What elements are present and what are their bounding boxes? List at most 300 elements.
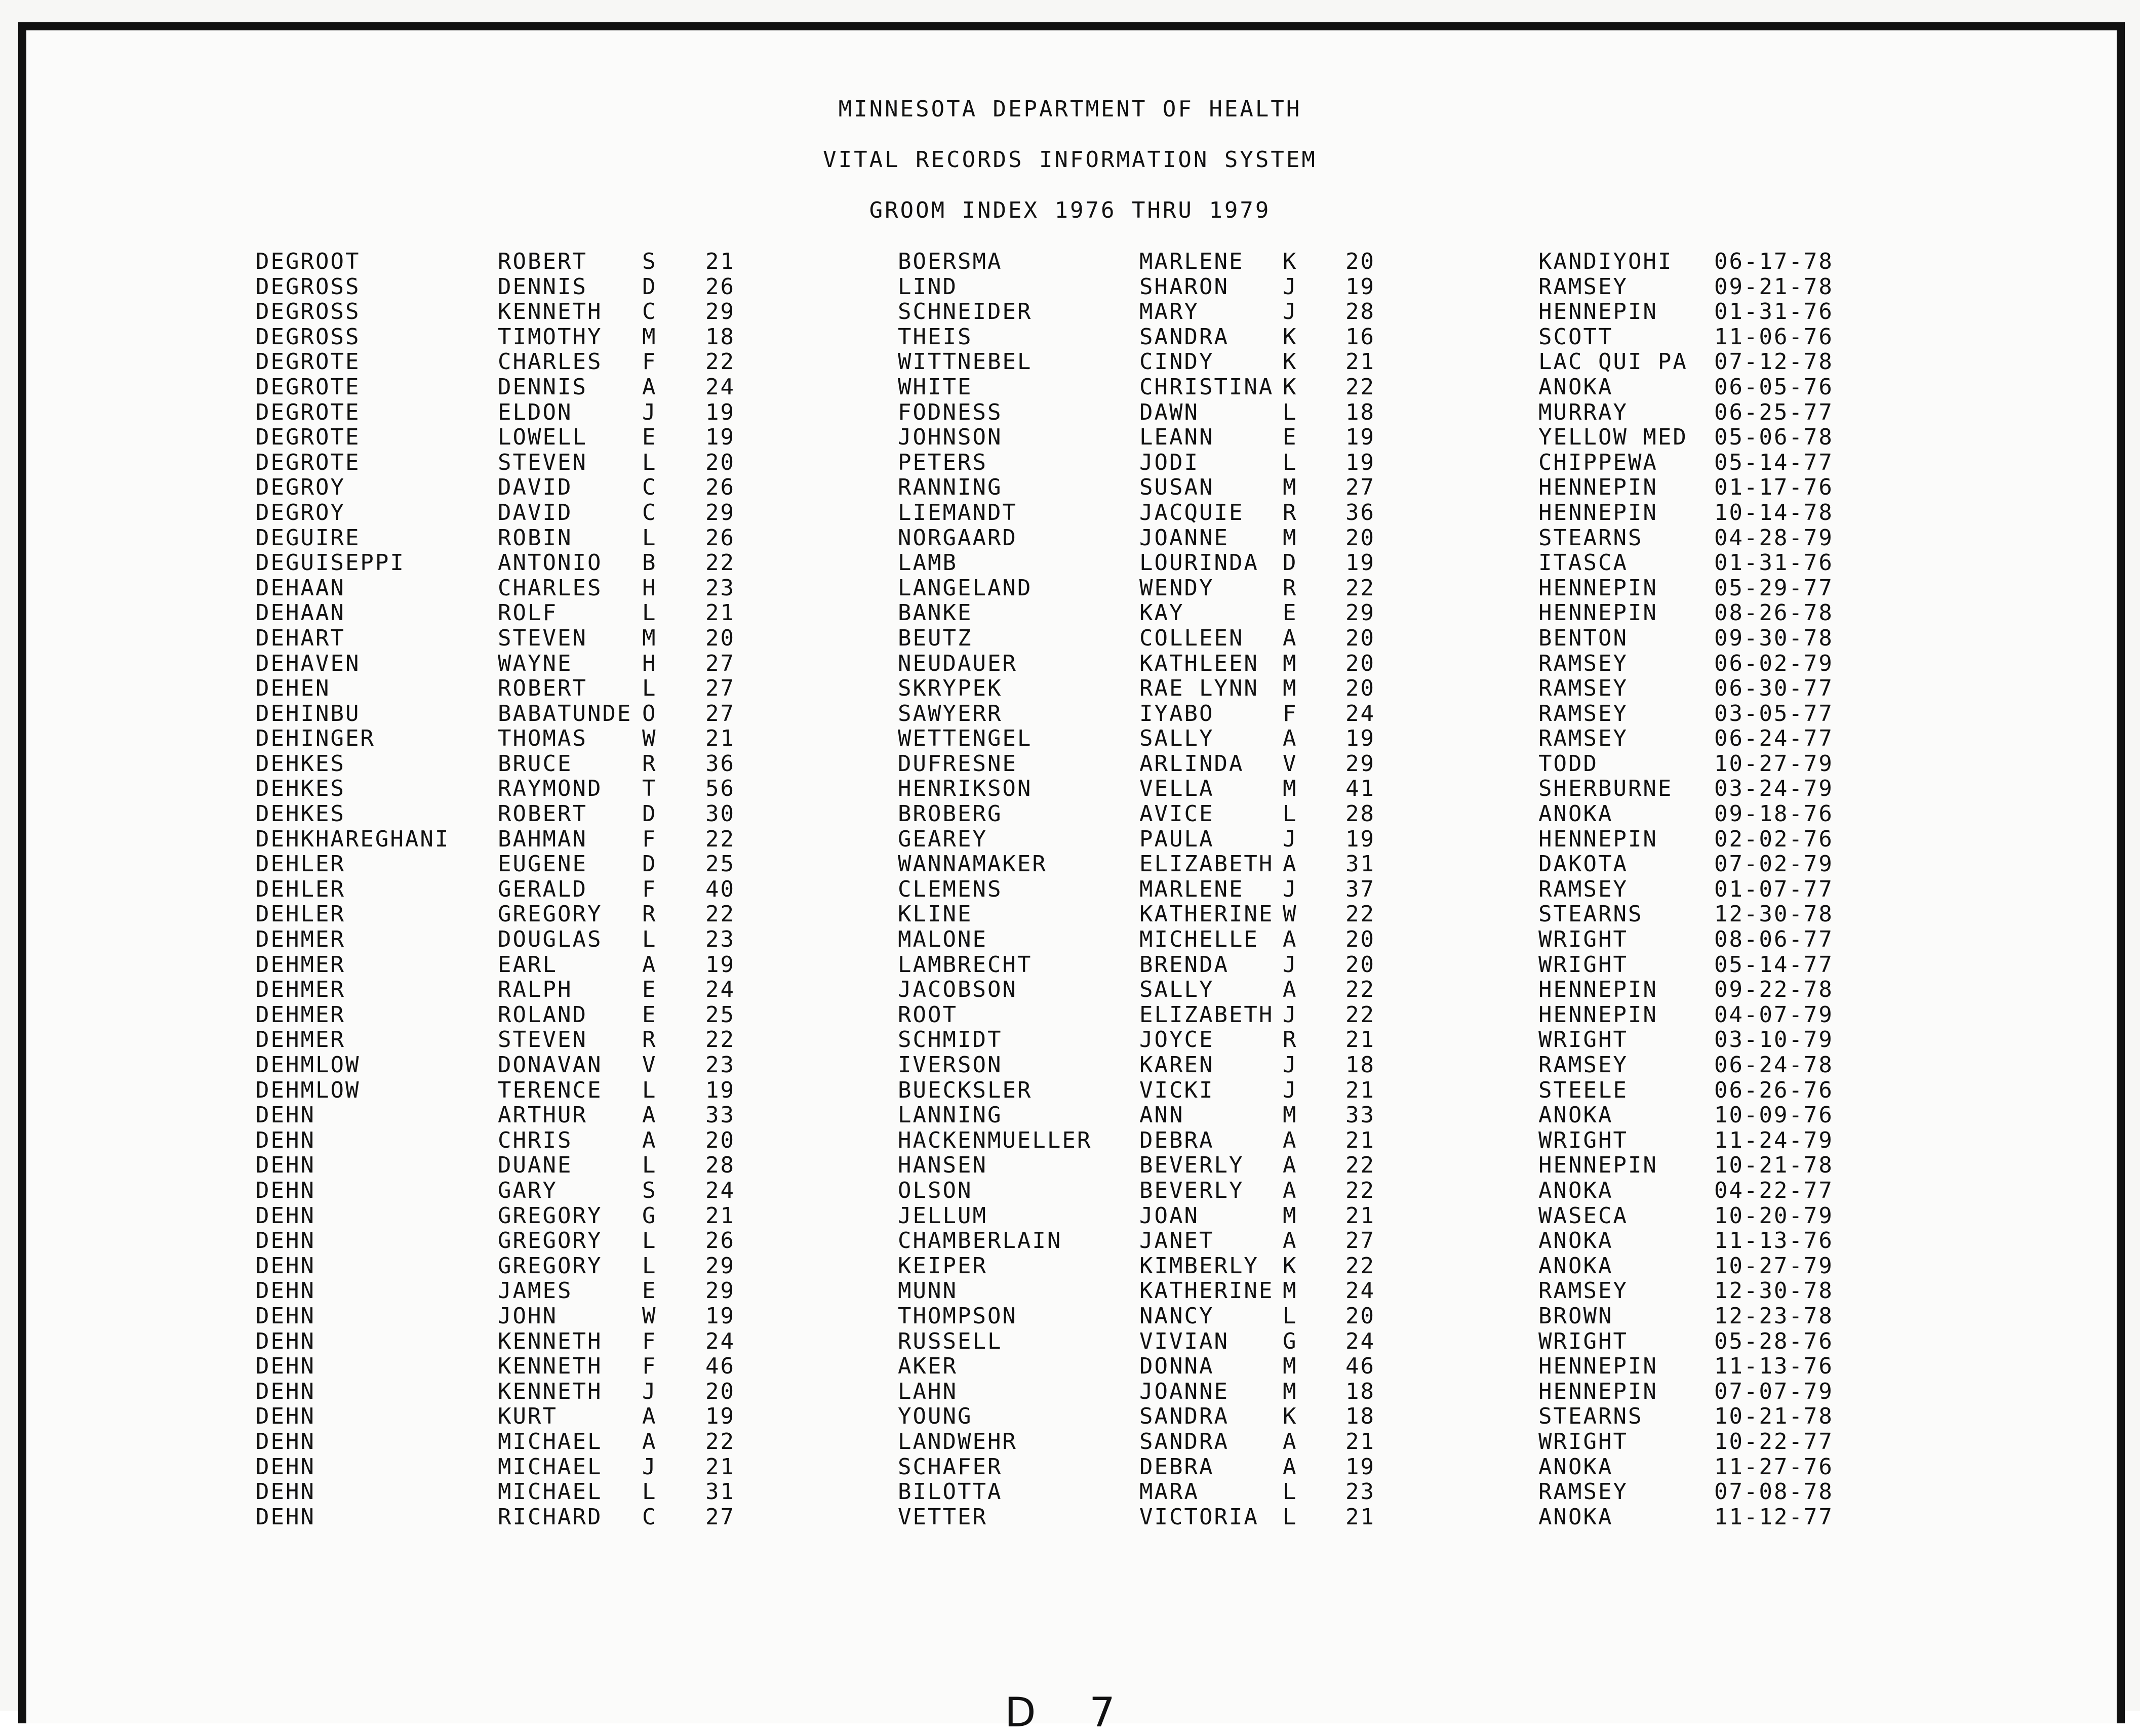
groom-given-name: BABATUNDE: [498, 700, 632, 726]
bride-given-name: PAULA: [1139, 826, 1214, 852]
groom-given-name: KENNETH: [498, 1328, 603, 1354]
bride-middle-initial: D: [1283, 550, 1298, 576]
bride-middle-initial: M: [1283, 474, 1298, 501]
bride-middle-initial: A: [1283, 1152, 1298, 1179]
county: ANOKA: [1538, 1454, 1613, 1480]
table-row: [0, 299, 2140, 325]
groom-middle-initial: R: [642, 1027, 657, 1053]
bride-surname: IVERSON: [898, 1052, 1003, 1078]
groom-surname: DEHLER: [256, 851, 345, 877]
county: RAMSEY: [1538, 1052, 1628, 1078]
bride-middle-initial: G: [1283, 1328, 1298, 1354]
groom-age: 29: [705, 1253, 735, 1279]
groom-surname: DEHN: [256, 1378, 315, 1404]
bride-middle-initial: K: [1283, 349, 1298, 375]
county: WRIGHT: [1538, 951, 1628, 978]
groom-middle-initial: L: [642, 1253, 657, 1279]
marriage-date: 02-02-76: [1714, 826, 1834, 852]
table-row: [0, 676, 2140, 701]
county: BENTON: [1538, 625, 1628, 651]
bride-age: 20: [1345, 524, 1375, 551]
marriage-date: 01-31-76: [1714, 299, 1834, 325]
bride-age: 18: [1345, 1378, 1375, 1404]
table-row: [0, 927, 2140, 952]
bride-age: 46: [1345, 1353, 1375, 1380]
groom-middle-initial: L: [642, 926, 657, 953]
bride-age: 28: [1345, 801, 1375, 827]
groom-surname: DEHAVEN: [256, 650, 361, 676]
bride-middle-initial: E: [1283, 424, 1298, 451]
county: MURRAY: [1538, 399, 1628, 425]
bride-middle-initial: L: [1283, 449, 1298, 475]
marriage-date: 11-12-77: [1714, 1504, 1834, 1530]
groom-given-name: CHARLES: [498, 575, 603, 601]
groom-surname: DEHKES: [256, 750, 345, 777]
marriage-date: 11-24-79: [1714, 1127, 1834, 1153]
groom-age: 27: [705, 675, 735, 702]
groom-surname: DEGROTE: [256, 349, 361, 375]
table-row: [0, 977, 2140, 1002]
marriage-date: 07-02-79: [1714, 851, 1834, 877]
bride-age: 18: [1345, 1052, 1375, 1078]
groom-surname: DEHMER: [256, 951, 345, 978]
marriage-date: 05-14-77: [1714, 449, 1834, 475]
bride-given-name: CHRISTINA: [1139, 374, 1274, 400]
bride-surname: WETTENGEL: [898, 725, 1033, 752]
bride-given-name: VICKI: [1139, 1077, 1214, 1103]
bride-given-name: LEANN: [1139, 424, 1214, 451]
groom-age: 29: [705, 499, 735, 526]
marriage-date: 04-28-79: [1714, 524, 1834, 551]
county: HENNEPIN: [1538, 474, 1658, 501]
bride-surname: GEAREY: [898, 826, 987, 852]
groom-surname: DEHMER: [256, 977, 345, 1003]
bride-age: 24: [1345, 700, 1375, 726]
table-row: [0, 626, 2140, 651]
groom-given-name: ROLF: [498, 600, 558, 626]
groom-middle-initial: A: [642, 1127, 657, 1153]
table-row: [0, 249, 2140, 274]
table-row: [0, 1203, 2140, 1229]
groom-age: 22: [705, 901, 735, 927]
groom-age: 22: [705, 349, 735, 375]
groom-given-name: GREGORY: [498, 1253, 603, 1279]
bride-surname: WANNAMAKER: [898, 851, 1047, 877]
bride-middle-initial: A: [1283, 1177, 1298, 1203]
bride-age: 19: [1345, 449, 1375, 475]
bride-age: 19: [1345, 826, 1375, 852]
marriage-date: 10-20-79: [1714, 1202, 1834, 1229]
marriage-date: 06-17-78: [1714, 249, 1834, 274]
marriage-date: 10-09-76: [1714, 1102, 1834, 1128]
groom-surname: DEHN: [256, 1152, 315, 1179]
county: WASECA: [1538, 1202, 1628, 1229]
groom-middle-initial: T: [642, 776, 657, 802]
groom-middle-initial: D: [642, 273, 657, 300]
bride-given-name: JOANNE: [1139, 524, 1229, 551]
table-row: [0, 827, 2140, 852]
bride-surname: WITTNEBEL: [898, 349, 1033, 375]
table-row: [0, 852, 2140, 877]
bride-age: 33: [1345, 1102, 1375, 1128]
bride-surname: THEIS: [898, 324, 973, 350]
table-row: [0, 801, 2140, 827]
groom-middle-initial: D: [642, 801, 657, 827]
bride-given-name: SANDRA: [1139, 1403, 1229, 1430]
groom-middle-initial: F: [642, 349, 657, 375]
table-row: [0, 776, 2140, 801]
bride-age: 27: [1345, 1228, 1375, 1254]
groom-age: 21: [705, 1454, 735, 1480]
groom-middle-initial: D: [642, 851, 657, 877]
bride-middle-initial: A: [1283, 625, 1298, 651]
bride-surname: KLINE: [898, 901, 973, 927]
bride-age: 19: [1345, 725, 1375, 752]
county: RAMSEY: [1538, 876, 1628, 902]
bride-age: 22: [1345, 901, 1375, 927]
bride-middle-initial: L: [1283, 1303, 1298, 1329]
bride-given-name: VICTORIA: [1139, 1504, 1259, 1530]
table-row: [0, 349, 2140, 375]
groom-surname: DEGROTE: [256, 374, 361, 400]
bride-surname: BROBERG: [898, 801, 1003, 827]
groom-given-name: EARL: [498, 951, 558, 978]
bride-age: 19: [1345, 550, 1375, 576]
bride-given-name: BRENDA: [1139, 951, 1229, 978]
county: DAKOTA: [1538, 851, 1628, 877]
marriage-date: 06-30-77: [1714, 675, 1834, 702]
table-row: [0, 1304, 2140, 1329]
groom-age: 22: [705, 550, 735, 576]
groom-surname: DEHN: [256, 1202, 315, 1229]
marriage-date: 10-22-77: [1714, 1428, 1834, 1455]
bride-middle-initial: J: [1283, 1001, 1298, 1028]
marriage-date: 05-14-77: [1714, 951, 1834, 978]
table-row: [0, 877, 2140, 902]
groom-age: 19: [705, 1403, 735, 1430]
bride-age: 18: [1345, 1403, 1375, 1430]
bride-middle-initial: L: [1283, 1479, 1298, 1505]
groom-surname: DEHKHAREGHANI: [256, 826, 450, 852]
bride-middle-initial: L: [1283, 801, 1298, 827]
groom-age: 23: [705, 575, 735, 601]
bride-surname: BEUTZ: [898, 625, 973, 651]
groom-middle-initial: J: [642, 1454, 657, 1480]
marriage-date: 09-22-78: [1714, 977, 1834, 1003]
groom-given-name: THOMAS: [498, 725, 587, 752]
table-row: [0, 1103, 2140, 1128]
groom-given-name: RICHARD: [498, 1504, 603, 1530]
bride-surname: LAMB: [898, 550, 958, 576]
bride-surname: JELLUM: [898, 1202, 987, 1229]
bride-middle-initial: E: [1283, 600, 1298, 626]
table-row: [0, 375, 2140, 400]
groom-age: 30: [705, 801, 735, 827]
county: ANOKA: [1538, 1253, 1613, 1279]
groom-age: 31: [705, 1479, 735, 1505]
bride-given-name: SALLY: [1139, 725, 1214, 752]
table-row: [0, 1002, 2140, 1028]
groom-middle-initial: C: [642, 474, 657, 501]
groom-middle-initial: R: [642, 750, 657, 777]
bride-surname: PETERS: [898, 449, 987, 475]
groom-age: 23: [705, 1052, 735, 1078]
bride-age: 22: [1345, 1152, 1375, 1179]
bride-given-name: MICHELLE: [1139, 926, 1259, 953]
marriage-date: 03-10-79: [1714, 1027, 1834, 1053]
groom-age: 25: [705, 1001, 735, 1028]
bride-surname: WHITE: [898, 374, 973, 400]
bride-middle-initial: A: [1283, 926, 1298, 953]
marriage-date: 05-06-78: [1714, 424, 1834, 451]
groom-middle-initial: L: [642, 1228, 657, 1254]
county: WRIGHT: [1538, 1428, 1628, 1455]
groom-middle-initial: A: [642, 951, 657, 978]
groom-middle-initial: A: [642, 1403, 657, 1430]
table-row: [0, 1455, 2140, 1480]
bride-middle-initial: A: [1283, 1428, 1298, 1455]
groom-given-name: WAYNE: [498, 650, 573, 676]
groom-given-name: MICHAEL: [498, 1454, 603, 1480]
groom-age: 33: [705, 1102, 735, 1128]
bride-middle-initial: A: [1283, 977, 1298, 1003]
county: HENNEPIN: [1538, 499, 1658, 526]
bride-age: 31: [1345, 851, 1375, 877]
groom-middle-initial: L: [642, 600, 657, 626]
bride-given-name: KIMBERLY: [1139, 1253, 1259, 1279]
bride-surname: THOMPSON: [898, 1303, 1017, 1329]
table-row: [0, 1228, 2140, 1254]
county: WRIGHT: [1538, 1027, 1628, 1053]
bride-age: 21: [1345, 1027, 1375, 1053]
marriage-date: 10-27-79: [1714, 1253, 1834, 1279]
groom-given-name: ROLAND: [498, 1001, 587, 1028]
groom-age: 24: [705, 977, 735, 1003]
groom-age: 27: [705, 700, 735, 726]
groom-middle-initial: F: [642, 876, 657, 902]
bride-age: 20: [1345, 249, 1375, 274]
bride-middle-initial: A: [1283, 725, 1298, 752]
table-row: [0, 1404, 2140, 1429]
groom-age: 28: [705, 1152, 735, 1179]
groom-given-name: GREGORY: [498, 901, 603, 927]
groom-given-name: RAYMOND: [498, 776, 603, 802]
county: HENNEPIN: [1538, 299, 1658, 325]
bride-age: 21: [1345, 1202, 1375, 1229]
table-row: [0, 902, 2140, 927]
bride-middle-initial: M: [1283, 1278, 1298, 1304]
groom-middle-initial: C: [642, 299, 657, 325]
marriage-date: 11-13-76: [1714, 1228, 1834, 1254]
groom-middle-initial: E: [642, 1278, 657, 1304]
bride-given-name: KATHERINE: [1139, 901, 1274, 927]
groom-surname: DEGROY: [256, 474, 345, 501]
marriage-date: 10-21-78: [1714, 1403, 1834, 1430]
bride-surname: BUECKSLER: [898, 1077, 1033, 1103]
bride-given-name: SANDRA: [1139, 1428, 1229, 1455]
groom-age: 22: [705, 826, 735, 852]
bride-middle-initial: L: [1283, 1504, 1298, 1530]
groom-middle-initial: A: [642, 374, 657, 400]
groom-age: 21: [705, 600, 735, 626]
groom-surname: DEHN: [256, 1127, 315, 1153]
groom-age: 20: [705, 449, 735, 475]
groom-age: 19: [705, 1077, 735, 1103]
table-row: [0, 1078, 2140, 1103]
bride-given-name: BEVERLY: [1139, 1152, 1244, 1179]
bride-middle-initial: R: [1283, 575, 1298, 601]
groom-given-name: DENNIS: [498, 273, 587, 300]
groom-given-name: ANTONIO: [498, 550, 603, 576]
county: ANOKA: [1538, 1102, 1613, 1128]
marriage-date: 06-24-78: [1714, 1052, 1834, 1078]
groom-middle-initial: L: [642, 449, 657, 475]
groom-age: 26: [705, 474, 735, 501]
marriage-date: 10-21-78: [1714, 1152, 1834, 1179]
bride-surname: HANSEN: [898, 1152, 987, 1179]
marriage-date: 11-06-76: [1714, 324, 1834, 350]
groom-surname: DEHN: [256, 1353, 315, 1380]
marriage-date: 09-18-76: [1714, 801, 1834, 827]
bride-age: 22: [1345, 575, 1375, 601]
bride-middle-initial: J: [1283, 1052, 1298, 1078]
header-system: VITAL RECORDS INFORMATION SYSTEM: [823, 147, 1317, 173]
bride-given-name: ARLINDA: [1139, 750, 1244, 777]
bride-surname: NORGAARD: [898, 524, 1017, 551]
marriage-date: 12-23-78: [1714, 1303, 1834, 1329]
bride-given-name: DAWN: [1139, 399, 1199, 425]
groom-given-name: DOUGLAS: [498, 926, 603, 953]
groom-given-name: CHARLES: [498, 349, 603, 375]
bride-age: 18: [1345, 399, 1375, 425]
bride-age: 20: [1345, 650, 1375, 676]
bride-middle-initial: A: [1283, 1454, 1298, 1480]
bride-age: 24: [1345, 1278, 1375, 1304]
county: WRIGHT: [1538, 1328, 1628, 1354]
groom-given-name: GERALD: [498, 876, 587, 902]
groom-middle-initial: R: [642, 901, 657, 927]
groom-middle-initial: M: [642, 625, 657, 651]
bride-surname: SCHNEIDER: [898, 299, 1033, 325]
county: ANOKA: [1538, 801, 1613, 827]
bride-age: 22: [1345, 977, 1375, 1003]
marriage-date: 07-08-78: [1714, 1479, 1834, 1505]
table-row: [0, 274, 2140, 300]
table-row: [0, 1379, 2140, 1404]
groom-middle-initial: V: [642, 1052, 657, 1078]
bride-age: 29: [1345, 750, 1375, 777]
groom-surname: DEHAAN: [256, 600, 345, 626]
county: HENNEPIN: [1538, 826, 1658, 852]
bride-middle-initial: K: [1283, 324, 1298, 350]
marriage-date: 10-14-78: [1714, 499, 1834, 526]
bride-age: 21: [1345, 1504, 1375, 1530]
bride-given-name: NANCY: [1139, 1303, 1214, 1329]
bride-given-name: MARLENE: [1139, 876, 1244, 902]
marriage-date: 05-28-76: [1714, 1328, 1834, 1354]
groom-age: 19: [705, 399, 735, 425]
table-row: [0, 526, 2140, 551]
bride-given-name: BEVERLY: [1139, 1177, 1244, 1203]
county: HENNEPIN: [1538, 977, 1658, 1003]
groom-surname: DEHMLOW: [256, 1077, 361, 1103]
county: HENNEPIN: [1538, 1152, 1658, 1179]
bride-middle-initial: K: [1283, 1253, 1298, 1279]
table-row: [0, 751, 2140, 777]
county: STEARNS: [1538, 1403, 1643, 1430]
groom-surname: DEHMER: [256, 1027, 345, 1053]
bride-surname: FODNESS: [898, 399, 1003, 425]
marriage-date: 06-02-79: [1714, 650, 1834, 676]
groom-surname: DEGUISEPPI: [256, 550, 405, 576]
bride-middle-initial: M: [1283, 776, 1298, 802]
bride-middle-initial: J: [1283, 876, 1298, 902]
table-row: [0, 600, 2140, 626]
bride-middle-initial: M: [1283, 650, 1298, 676]
groom-given-name: ROBIN: [498, 524, 573, 551]
bride-given-name: SUSAN: [1139, 474, 1214, 501]
groom-index-table: [0, 249, 2140, 1529]
bride-given-name: JOYCE: [1139, 1027, 1214, 1053]
bride-surname: LANNING: [898, 1102, 1003, 1128]
bride-surname: SKRYPEK: [898, 675, 1003, 702]
county: RAMSEY: [1538, 675, 1628, 702]
groom-surname: DEHN: [256, 1177, 315, 1203]
groom-given-name: ROBERT: [498, 249, 587, 274]
groom-surname: DEHN: [256, 1328, 315, 1354]
county: ANOKA: [1538, 1177, 1613, 1203]
groom-middle-initial: L: [642, 524, 657, 551]
county: ITASCA: [1538, 550, 1628, 576]
bride-age: 21: [1345, 1127, 1375, 1153]
table-row: [0, 325, 2140, 350]
table-row: [0, 1153, 2140, 1178]
marriage-date: 06-05-76: [1714, 374, 1834, 400]
bride-age: 37: [1345, 876, 1375, 902]
bride-surname: DUFRESNE: [898, 750, 1017, 777]
bride-age: 29: [1345, 600, 1375, 626]
bride-given-name: KATHERINE: [1139, 1278, 1274, 1304]
bride-given-name: DONNA: [1139, 1353, 1214, 1380]
bride-age: 23: [1345, 1479, 1375, 1505]
county: SCOTT: [1538, 324, 1613, 350]
groom-surname: DEHN: [256, 1253, 315, 1279]
table-row: [0, 450, 2140, 475]
bride-surname: BILOTTA: [898, 1479, 1003, 1505]
bride-given-name: JOANNE: [1139, 1378, 1229, 1404]
groom-given-name: ELDON: [498, 399, 573, 425]
table-row: [0, 952, 2140, 978]
county: STEELE: [1538, 1077, 1628, 1103]
table-row: [0, 400, 2140, 425]
county: HENNEPIN: [1538, 1353, 1658, 1380]
groom-given-name: ROBERT: [498, 675, 587, 702]
groom-given-name: DUANE: [498, 1152, 573, 1179]
county: LAC QUI PA: [1538, 349, 1688, 375]
groom-middle-initial: G: [642, 1202, 657, 1229]
bride-middle-initial: K: [1283, 249, 1298, 274]
bride-middle-initial: J: [1283, 826, 1298, 852]
county: CHIPPEWA: [1538, 449, 1658, 475]
groom-surname: DEGUIRE: [256, 524, 361, 551]
groom-age: 24: [705, 1177, 735, 1203]
groom-given-name: KURT: [498, 1403, 558, 1430]
groom-middle-initial: E: [642, 1001, 657, 1028]
groom-surname: DEHLER: [256, 876, 345, 902]
bride-middle-initial: A: [1283, 1228, 1298, 1254]
groom-surname: DEHN: [256, 1278, 315, 1304]
groom-surname: DEHN: [256, 1303, 315, 1329]
